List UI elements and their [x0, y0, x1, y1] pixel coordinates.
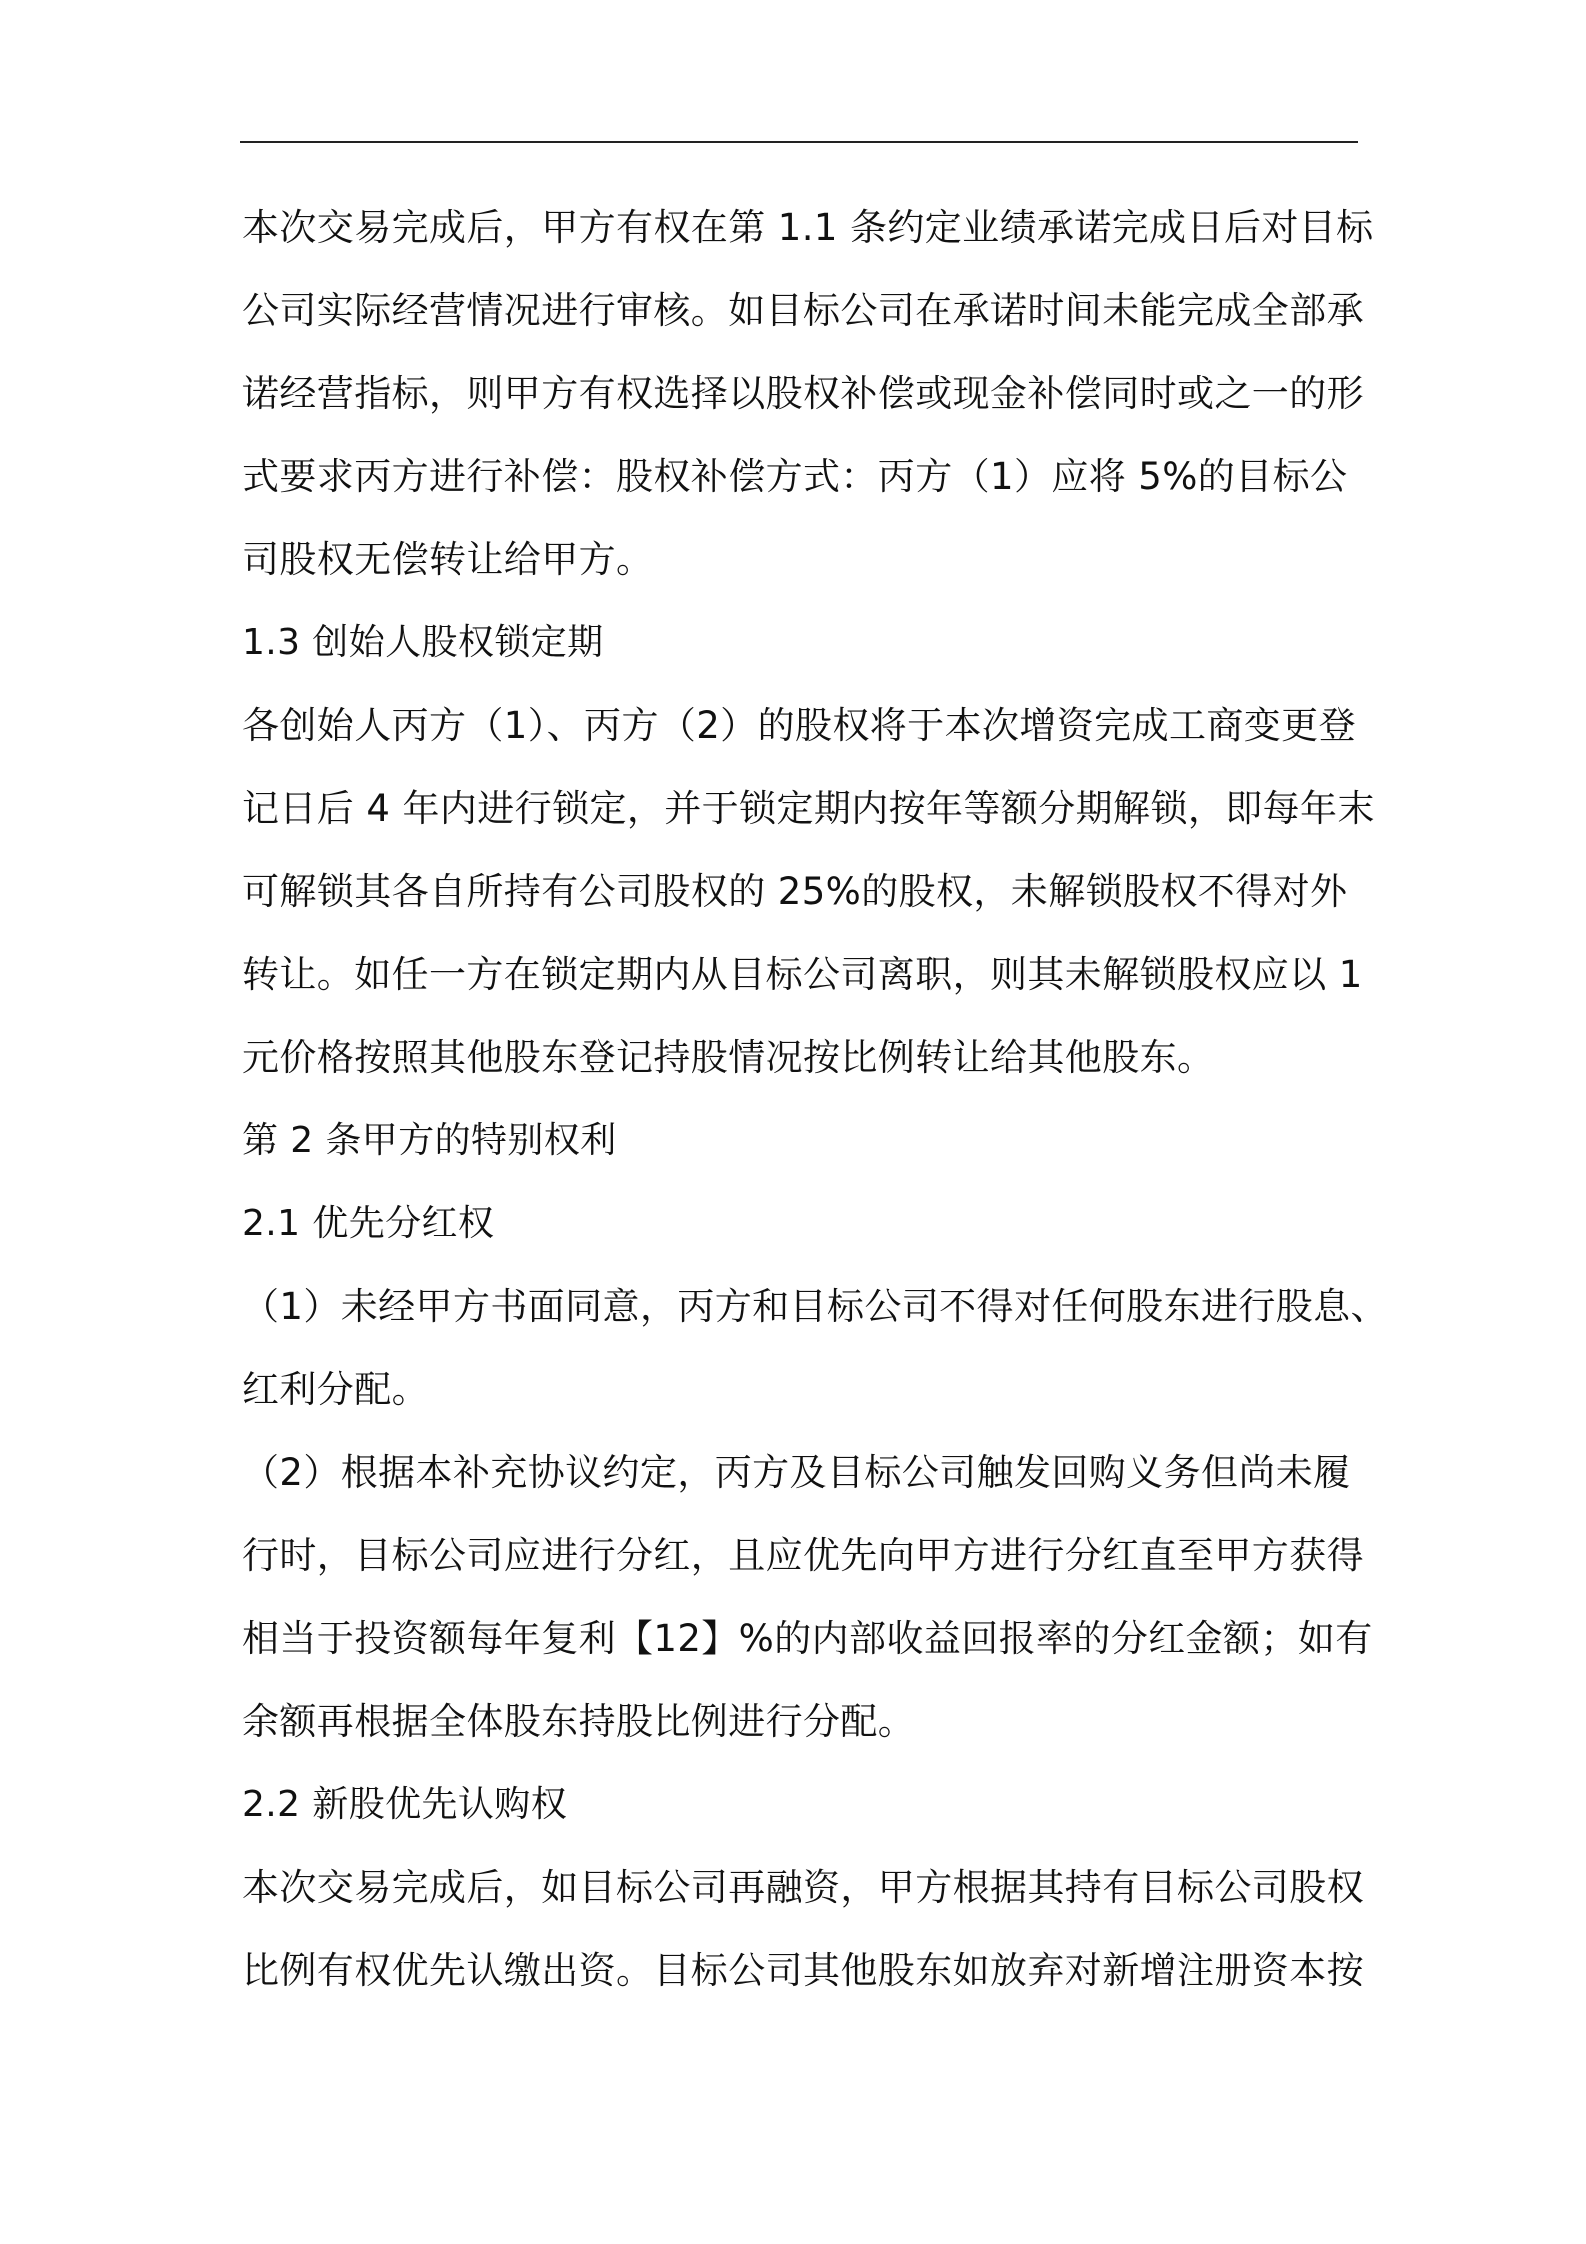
paragraph-line: 相当于投资额每年复利【12】%的内部收益回报率的分红金额；如有 [242, 1617, 1373, 1660]
paragraph-line: 公司实际经营情况进行审核。如目标公司在承诺时间未能完成全部承 [242, 289, 1364, 332]
section-heading: 2.1 优先分红权 [242, 1203, 495, 1244]
paragraph-line: 转让。如任一方在锁定期内从目标公司离职，则其未解锁股权应以 1 [242, 953, 1363, 996]
paragraph-line: 行时，目标公司应进行分红，且应优先向甲方进行分红直至甲方获得 [242, 1534, 1364, 1577]
paragraph-line: 式要求丙方进行补偿：股权补偿方式：丙方（1）应将 5%的目标公 [242, 455, 1348, 498]
paragraph-line: 可解锁其各自所持有公司股权的 25%的股权，未解锁股权不得对外 [242, 870, 1348, 913]
paragraph-line: 诺经营指标，则甲方有权选择以股权补偿或现金补偿同时或之一的形 [242, 372, 1364, 415]
paragraph-line: 红利分配。 [242, 1368, 429, 1411]
paragraph-line: 记日后 4 年内进行锁定，并于锁定期内按年等额分期解锁，即每年末 [242, 787, 1375, 830]
section-heading: 1.3 创始人股权锁定期 [242, 622, 604, 663]
paragraph-line: 余额再根据全体股东持股比例进行分配。 [242, 1700, 916, 1743]
paragraph-line: 本次交易完成后，如目标公司再融资，甲方根据其持有目标公司股权 [242, 1866, 1364, 1909]
paragraph-line: 本次交易完成后，甲方有权在第 1.1 条约定业绩承诺完成日后对目标 [242, 206, 1374, 249]
document-body [242, 186, 1388, 2012]
article-heading: 第 2 条甲方的特别权利 [242, 1120, 617, 1161]
paragraph-line: 比例有权优先认缴出资。目标公司其他股东如放弃对新增注册资本按 [242, 1949, 1364, 1992]
paragraph-line: （1）未经甲方书面同意，丙方和目标公司不得对任何股东进行股息、 [242, 1285, 1388, 1328]
paragraph-line: 各创始人丙方（1）、丙方（2）的股权将于本次增资完成工商变更登 [242, 704, 1356, 747]
section-heading: 2.2 新股优先认购权 [242, 1784, 568, 1825]
paragraph-line: （2）根据本补充协议约定，丙方及目标公司触发回购义务但尚未履 [242, 1451, 1351, 1494]
paragraph-line: 司股权无偿转让给甲方。 [242, 538, 654, 581]
header-divider [240, 141, 1358, 143]
paragraph-line: 元价格按照其他股东登记持股情况按比例转让给其他股东。 [242, 1036, 1215, 1079]
